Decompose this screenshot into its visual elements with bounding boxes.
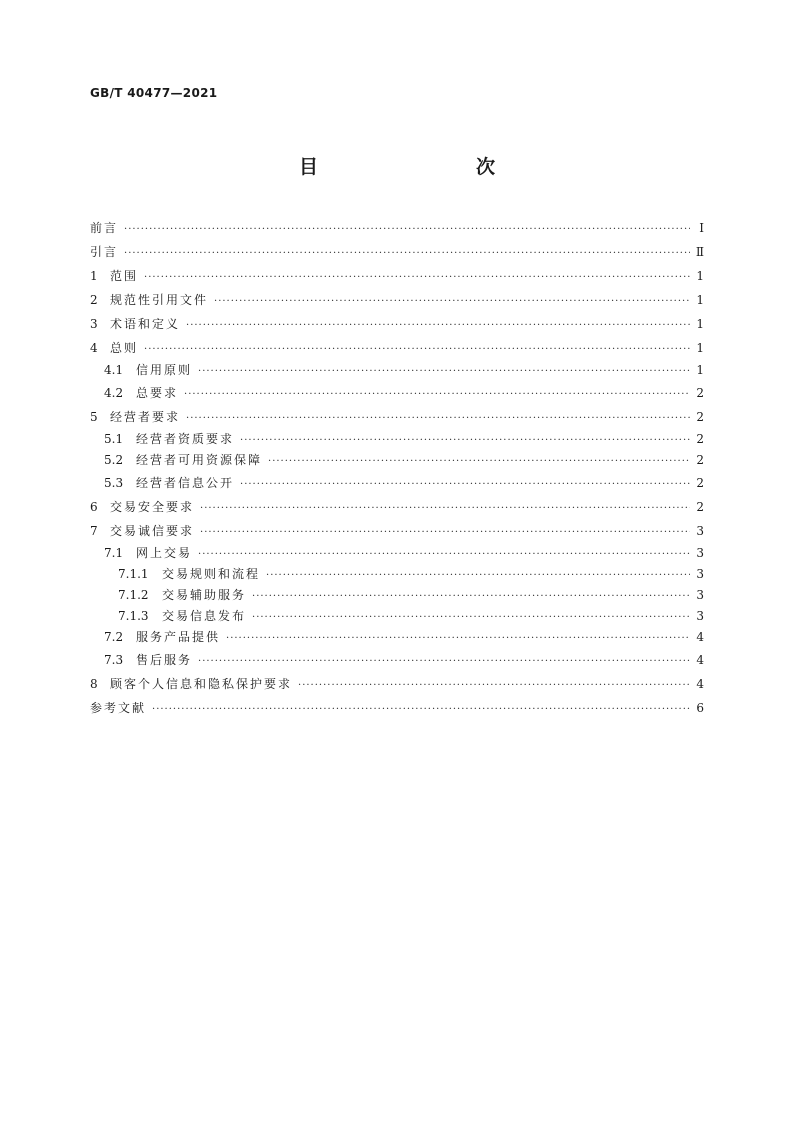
toc-entry-label: 交易规则和流程 xyxy=(162,567,261,581)
toc-entry-page: Ⅰ xyxy=(699,221,704,235)
toc-entry-page: 1 xyxy=(696,293,704,307)
toc-entry[interactable] xyxy=(90,648,704,672)
toc-entry-page: 1 xyxy=(696,363,704,377)
toc-entry[interactable] xyxy=(90,696,704,720)
toc-entry[interactable] xyxy=(90,405,704,429)
toc-entry[interactable] xyxy=(90,336,704,360)
toc-entry-page: Ⅱ xyxy=(695,245,704,259)
toc-entry-number: 4 xyxy=(90,341,98,355)
toc-entry-page: 2 xyxy=(696,453,704,467)
toc-entry-label: 范围 xyxy=(110,269,139,283)
toc-entry-page: 2 xyxy=(696,500,704,514)
dot-leader xyxy=(200,497,690,521)
dot-leader xyxy=(124,218,690,242)
toc-entry-number: 5.1 xyxy=(104,432,124,446)
toc-entry[interactable] xyxy=(90,216,704,240)
standard-code: GB/T 40477—2021 xyxy=(90,86,218,100)
toc-entry-label: 参考文献 xyxy=(90,701,147,715)
toc-entry-page: 2 xyxy=(696,476,704,490)
toc-entry[interactable] xyxy=(90,381,704,405)
dot-leader xyxy=(186,407,690,431)
toc-entry-number: 3 xyxy=(90,317,98,331)
toc-entry[interactable] xyxy=(90,450,704,471)
toc-entry-label: 术语和定义 xyxy=(110,317,181,331)
toc-entry-number: 4.2 xyxy=(104,386,124,400)
toc-entry-number: 7.1.3 xyxy=(118,609,149,623)
toc-entry-label: 经营者信息公开 xyxy=(136,476,235,490)
dot-leader xyxy=(252,607,690,628)
toc-entry[interactable] xyxy=(90,606,704,627)
dot-leader xyxy=(240,473,690,497)
toc-entry-label: 经营者要求 xyxy=(110,410,181,424)
toc-entry-number: 7 xyxy=(90,524,98,538)
toc-entry[interactable] xyxy=(90,672,704,696)
toc-entry-page: 3 xyxy=(696,546,704,560)
toc-entry-page: 6 xyxy=(696,701,704,715)
toc-entry-label: 前言 xyxy=(90,221,119,235)
page-title: 目 次 xyxy=(298,156,535,178)
toc-entry[interactable] xyxy=(90,564,704,585)
dot-leader xyxy=(144,338,690,362)
dot-leader xyxy=(200,521,690,545)
toc-entry-page: 1 xyxy=(696,317,704,331)
toc-entry-label: 交易诚信要求 xyxy=(110,524,195,538)
toc-entry[interactable] xyxy=(90,312,704,336)
toc-entry-page: 4 xyxy=(696,630,704,644)
dot-leader xyxy=(198,361,690,382)
toc-entry[interactable] xyxy=(90,471,704,495)
dot-leader xyxy=(252,586,690,607)
toc-entry-page: 3 xyxy=(696,567,704,581)
toc-entry-number: 7.1.1 xyxy=(118,567,149,581)
toc-entry[interactable] xyxy=(90,264,704,288)
dot-leader xyxy=(186,314,690,338)
toc-entry-number: 4.1 xyxy=(104,363,124,377)
dot-leader xyxy=(124,242,690,266)
toc-entry-label: 信用原则 xyxy=(136,363,193,377)
toc-entry-label: 网上交易 xyxy=(136,546,193,560)
toc-entry[interactable] xyxy=(90,519,704,543)
toc-entry[interactable] xyxy=(90,627,704,648)
toc-entry-label: 规范性引用文件 xyxy=(110,293,209,307)
dot-leader xyxy=(226,628,690,649)
toc-entry-page: 3 xyxy=(696,588,704,602)
toc-entry-number: 1 xyxy=(90,269,98,283)
toc-entry[interactable] xyxy=(90,585,704,606)
dot-leader xyxy=(298,674,690,698)
dot-leader xyxy=(268,451,690,472)
toc-entry-page: 2 xyxy=(696,386,704,400)
toc-entry-page: 4 xyxy=(696,653,704,667)
toc-entry-number: 7.2 xyxy=(104,630,124,644)
toc-entry[interactable] xyxy=(90,288,704,312)
toc-entry-page: 3 xyxy=(696,609,704,623)
toc-entry-number: 7.3 xyxy=(104,653,124,667)
dot-leader xyxy=(184,383,690,407)
table-of-contents xyxy=(90,216,704,720)
dot-leader xyxy=(214,290,690,314)
toc-entry-number: 5.3 xyxy=(104,476,124,490)
toc-entry[interactable] xyxy=(90,360,704,381)
toc-entry-label: 顾客个人信息和隐私保护要求 xyxy=(110,677,293,691)
toc-entry-page: 3 xyxy=(696,524,704,538)
toc-entry-label: 交易信息发布 xyxy=(162,609,247,623)
toc-entry-label: 总要求 xyxy=(136,386,179,400)
toc-entry-number: 7.1 xyxy=(104,546,124,560)
dot-leader xyxy=(144,266,690,290)
toc-entry[interactable] xyxy=(90,240,704,264)
toc-entry-page: 4 xyxy=(696,677,704,691)
dot-leader xyxy=(152,698,690,722)
toc-entry-label: 经营者可用资源保障 xyxy=(136,453,263,467)
toc-entry[interactable] xyxy=(90,429,704,450)
toc-entry[interactable] xyxy=(90,543,704,564)
toc-entry-label: 交易辅助服务 xyxy=(162,588,247,602)
dot-leader xyxy=(240,430,690,451)
dot-leader xyxy=(266,565,690,586)
dot-leader xyxy=(198,544,690,565)
toc-entry-page: 1 xyxy=(696,341,704,355)
toc-entry-label: 总则 xyxy=(110,341,139,355)
toc-entry-label: 交易安全要求 xyxy=(110,500,195,514)
toc-entry-page: 2 xyxy=(696,410,704,424)
toc-entry-label: 服务产品提供 xyxy=(136,630,221,644)
toc-entry-page: 2 xyxy=(696,432,704,446)
toc-entry-number: 7.1.2 xyxy=(118,588,149,602)
toc-entry-number: 5 xyxy=(90,410,98,424)
toc-entry-number: 6 xyxy=(90,500,98,514)
toc-entry-page: 1 xyxy=(696,269,704,283)
toc-entry-label: 售后服务 xyxy=(136,653,193,667)
dot-leader xyxy=(198,650,690,674)
toc-entry-label: 引言 xyxy=(90,245,119,259)
toc-entry-label: 经营者资质要求 xyxy=(136,432,235,446)
toc-entry-number: 5.2 xyxy=(104,453,124,467)
toc-entry-number: 8 xyxy=(90,677,98,691)
toc-entry[interactable] xyxy=(90,495,704,519)
toc-entry-number: 2 xyxy=(90,293,98,307)
